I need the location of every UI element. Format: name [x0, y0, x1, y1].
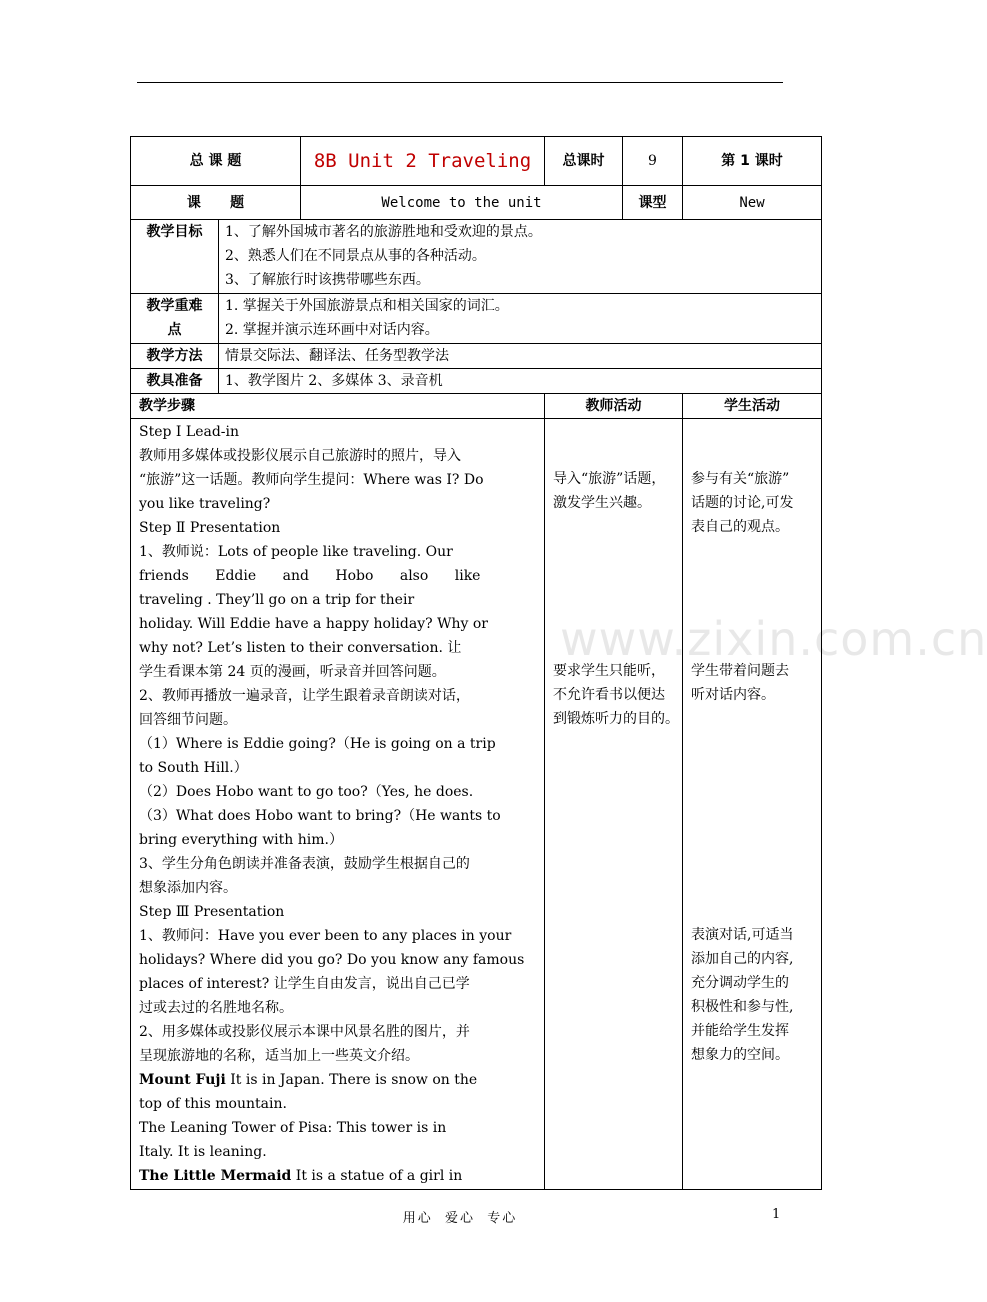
lesson-plan-table — [130, 136, 822, 1190]
methods-label: 教学方法 — [131, 344, 219, 369]
step-line: 学生看课本第 24 页的漫画，听录音并回答问题。 — [139, 664, 446, 680]
place-name: Mount Fuji — [139, 1072, 226, 1088]
step-line: Step Ⅲ Presentation — [139, 904, 285, 920]
step-line: Step I Lead-in — [139, 424, 240, 440]
period-label: 第 1 课时 — [683, 137, 822, 186]
step-line: holidays? Where did you go? Do you know any famous — [139, 952, 525, 968]
activity-line: 表自己的观点。 — [691, 519, 789, 535]
lesson-label: 课 题 — [131, 186, 301, 220]
methods-value: 情景交际法、翻译法、任务型教学法 — [219, 344, 822, 369]
lesson-type-value: New — [683, 186, 822, 220]
step-line: traveling . They’ll go on a trip for their — [139, 592, 415, 608]
step-line: 1、教师说：Lots of people like traveling. Our — [139, 544, 453, 560]
step-line: bring everything with him.） — [139, 832, 343, 848]
place-desc: Italy. It is leaning. — [139, 1144, 267, 1160]
student-activity-1 — [691, 467, 821, 539]
activity-line: 导入“旅游”话题， — [553, 471, 666, 487]
lesson-value: Welcome to the unit — [301, 186, 623, 220]
steps-content — [131, 419, 545, 1190]
goal-item: 1、了解外国城市著名的旅游胜地和受欢迎的景点。 — [225, 224, 542, 240]
activity-line: 听对话内容。 — [691, 687, 775, 703]
total-hours-value: 9 — [623, 137, 683, 186]
place-desc: It is in Japan. There is snow on the — [225, 1072, 478, 1088]
place-line — [139, 1092, 544, 1116]
activity-line: 想象力的空间。 — [691, 1047, 789, 1063]
total-hours-label: 总课时 — [545, 137, 623, 186]
place-line — [139, 1068, 544, 1092]
activity-line: 充分调动学生的 — [691, 975, 789, 991]
keypoints-content — [219, 294, 822, 344]
teacher-activity-2 — [553, 659, 682, 731]
tools-label: 教具准备 — [131, 369, 219, 394]
step-line: Step Ⅱ Presentation — [139, 520, 281, 536]
step-line: holiday. Will Eddie have a happy holiday? Why or — [139, 616, 488, 632]
place-line — [139, 1116, 544, 1140]
goal-item: 3、了解旅行时该携带哪些东西。 — [225, 272, 430, 288]
step-line: （1）Where is Eddie going?（He is going on a trip — [139, 736, 496, 752]
activity-line: 要求学生只能听， — [553, 663, 665, 679]
student-column-header: 学生活动 — [683, 394, 822, 419]
step-line: to South Hill.） — [139, 760, 248, 776]
place-desc: The Leaning Tower of Pisa: This tower is in — [139, 1120, 447, 1136]
student-activities — [683, 419, 822, 1190]
student-activity-2 — [691, 659, 821, 707]
step-line: 想象添加内容。 — [139, 880, 237, 896]
place-desc: top of this mountain. — [139, 1096, 287, 1112]
activity-line: 激发学生兴趣。 — [553, 495, 651, 511]
teacher-activities — [545, 419, 683, 1190]
activity-line: 表演对话,可适当 — [691, 927, 794, 943]
place-line — [139, 1164, 544, 1188]
activity-line: 并能给学生发挥 — [691, 1023, 789, 1039]
keypoint-item: 2. 掌握并演示连环画中对话内容。 — [225, 322, 439, 338]
lesson-type-label: 课型 — [623, 186, 683, 220]
activity-line: 添加自己的内容, — [691, 951, 794, 967]
goals-label: 教学目标 — [131, 220, 219, 294]
step-line: 呈现旅游地的名称，适当加上一些英文介绍。 — [139, 1048, 419, 1064]
activity-line: 积极性和参与性, — [691, 999, 794, 1015]
goal-item: 2、熟悉人们在不同景点从事的各种活动。 — [225, 248, 486, 264]
keypoints-label-line2: 点 — [167, 322, 182, 338]
step-line: places of interest? 让学生自由发言，说出自己已学 — [139, 976, 470, 992]
keypoint-item: 1. 掌握关于外国旅游景点和相关国家的词汇。 — [225, 298, 509, 314]
place-line — [139, 1140, 544, 1164]
goals-content — [219, 220, 822, 294]
step-line: 1、教师问：Have you ever been to any places in your — [139, 928, 512, 944]
activity-line: 参与有关“旅游” — [691, 471, 790, 487]
footer-motto: 用心 爱心 专心 — [402, 1211, 518, 1226]
steps-column-header: 教学步骤 — [131, 394, 545, 419]
teacher-activity-1 — [553, 467, 682, 515]
tools-value: 1、教学图片 2、多媒体 3、录音机 — [219, 369, 822, 394]
step-line: 2、用多媒体或投影仪展示本课中风景名胜的图片，并 — [139, 1024, 470, 1040]
activity-line: 话题的讨论,可发 — [691, 495, 794, 511]
activity-line: 到锻炼听力的目的。 — [553, 711, 679, 727]
step-line: 回答细节问题。 — [139, 712, 237, 728]
place-name: The Little Mermaid — [139, 1168, 292, 1184]
activity-line: 学生带着问题去 — [691, 663, 789, 679]
place-desc: It is a statue of a girl in — [291, 1168, 463, 1184]
page-number: 1 — [772, 1207, 781, 1222]
step-line: you like traveling? — [139, 496, 271, 512]
step-line: （3）What does Hobo want to bring?（He wants to — [139, 808, 501, 824]
header-rule — [137, 82, 783, 83]
step-line: 2、教师再播放一遍录音，让学生跟着录音朗读对话， — [139, 688, 470, 704]
unit-title: 8B Unit 2 Traveling — [301, 137, 545, 186]
step-line: friends Eddie and Hobo also like — [139, 568, 481, 584]
step-line: 教师用多媒体或投影仪展示自己旅游时的照片，导入 — [139, 448, 461, 464]
step-line: “旅游”这一话题。教师向学生提问：Where was I? Do — [139, 472, 484, 488]
student-activity-3 — [691, 923, 821, 1067]
step-line: 过或去过的名胜地名称。 — [139, 1000, 293, 1016]
teacher-column-header: 教师活动 — [545, 394, 683, 419]
total-topic-label: 总 课 题 — [131, 137, 301, 186]
step-line: why not? Let’s listen to their conversation. 让 — [139, 640, 462, 656]
keypoints-label-line1: 教学重难 — [146, 298, 203, 314]
step-line: 3、学生分角色朗读并准备表演，鼓励学生根据自己的 — [139, 856, 470, 872]
watermark: www.zixin.com.cn — [560, 612, 987, 666]
activity-line: 不允许看书以便达 — [553, 687, 665, 703]
keypoints-label — [131, 294, 219, 344]
step-line: （2）Does Hobo want to go too?（Yes, he does. — [139, 784, 474, 800]
